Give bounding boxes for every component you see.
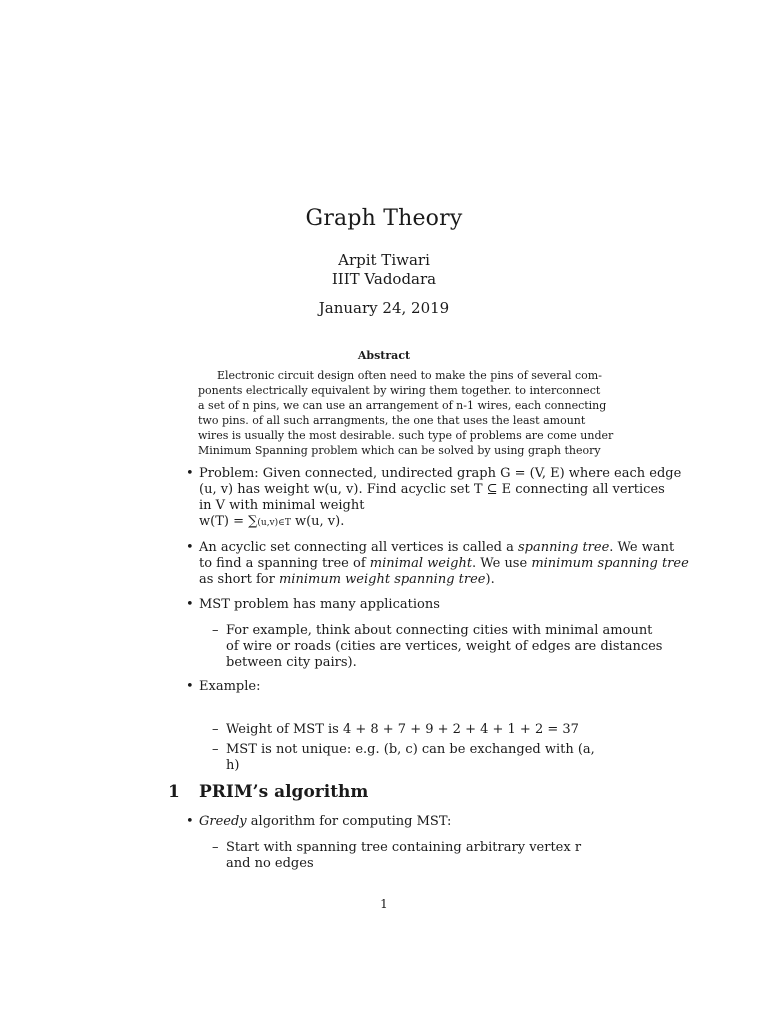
emphasis-text: Greedy bbox=[199, 814, 247, 829]
bullet-marker: • bbox=[186, 597, 194, 612]
emphasis-text: minimum spanning tree bbox=[531, 556, 689, 571]
problem-line-2: (u, v) has weight w(u, v). Find acyclic set T ⊆ E connecting all vertices bbox=[199, 482, 665, 497]
abstract-line: Minimum Spanning problem which can be solved by using graph theory bbox=[198, 444, 601, 457]
formula-part: w(T) = ∑ bbox=[199, 514, 258, 529]
dash-marker: – bbox=[212, 742, 219, 757]
emphasis-text: spanning tree bbox=[517, 540, 610, 555]
spanning-line-1 bbox=[199, 540, 675, 556]
bullet-applications: MST problem has many applications bbox=[199, 597, 440, 612]
abstract-line: ponents electrically equivalent by wiring them together. to interconnect bbox=[198, 384, 601, 397]
bullet-marker: • bbox=[186, 679, 194, 694]
text-run: ). bbox=[485, 572, 495, 587]
text-run: to find a spanning tree of bbox=[199, 556, 370, 571]
section-title: PRIM’s algorithm bbox=[199, 782, 369, 802]
problem-line-1: Problem: Given connected, undirected graph G = (V, E) where each edge bbox=[199, 466, 682, 481]
paper-title: Graph Theory bbox=[305, 206, 463, 231]
bullet-problem bbox=[199, 466, 682, 531]
section-number: 1 bbox=[168, 782, 180, 802]
dash-marker: – bbox=[212, 623, 219, 638]
abstract-heading: Abstract bbox=[357, 349, 411, 362]
dash-marker: – bbox=[212, 722, 219, 737]
bullet-marker: • bbox=[186, 814, 194, 829]
page-number: 1 bbox=[380, 897, 388, 911]
example-line-2: of wire or roads (cities are vertices, weight of edges are distances bbox=[226, 639, 663, 654]
author-name: Arpit Tiwari bbox=[338, 251, 430, 269]
text-run: . We want bbox=[609, 540, 675, 555]
text-run: . We use bbox=[472, 556, 532, 571]
prim-step-1: Start with spanning tree containing arbitrary vertex r and no edges bbox=[226, 840, 582, 871]
abstract-line: wires is usually the most desirable. such type of problems are come under bbox=[198, 429, 614, 442]
emphasis-text: minimum weight spanning tree bbox=[278, 572, 486, 587]
mst-unique-line: MST is not unique: e.g. (b, c) can be exchanged with (a, h) bbox=[226, 742, 595, 773]
bullet-example: Example: bbox=[199, 679, 261, 694]
bullet-marker: • bbox=[186, 466, 194, 481]
mst-weight-line: Weight of MST is 4 + 8 + 7 + 9 + 2 + 4 + 1 + 2 = 37 bbox=[226, 722, 579, 737]
emphasis-text: minimal weight bbox=[369, 556, 473, 571]
text-run: algorithm for computing MST: bbox=[246, 814, 452, 829]
bullet-spanning-tree bbox=[199, 540, 689, 588]
problem-formula bbox=[199, 514, 601, 531]
applications-example bbox=[226, 623, 663, 671]
text-run: An acyclic set connecting all vertices is called a bbox=[199, 540, 518, 555]
formula-part: w(u, v). bbox=[290, 514, 345, 529]
abstract-line: a set of n pins, we can use an arrangement of n-1 wires, each connecting bbox=[198, 399, 607, 412]
bullet-marker: • bbox=[186, 540, 194, 555]
problem-line-3: in V with minimal weight bbox=[199, 498, 365, 513]
example-line-1: For example, think about connecting cities with minimal amount bbox=[226, 623, 653, 638]
bullet-greedy bbox=[199, 814, 601, 830]
abstract-line: Electronic circuit design often need to make the pins of several com- bbox=[217, 369, 602, 382]
spanning-line-3 bbox=[199, 572, 601, 588]
example-line-3: between city pairs). bbox=[226, 655, 357, 670]
spanning-line-2 bbox=[199, 556, 689, 572]
author-institution: IIIT Vadodara bbox=[331, 270, 437, 288]
abstract-body bbox=[198, 368, 614, 458]
formula-subscript: (u,v)∈T bbox=[257, 518, 291, 528]
paper-date: January 24, 2019 bbox=[318, 299, 450, 317]
text-run: as short for bbox=[199, 572, 279, 587]
dash-marker: – bbox=[212, 840, 219, 855]
abstract-line: two pins. of all such arrangments, the one that uses the least amount bbox=[198, 414, 586, 427]
